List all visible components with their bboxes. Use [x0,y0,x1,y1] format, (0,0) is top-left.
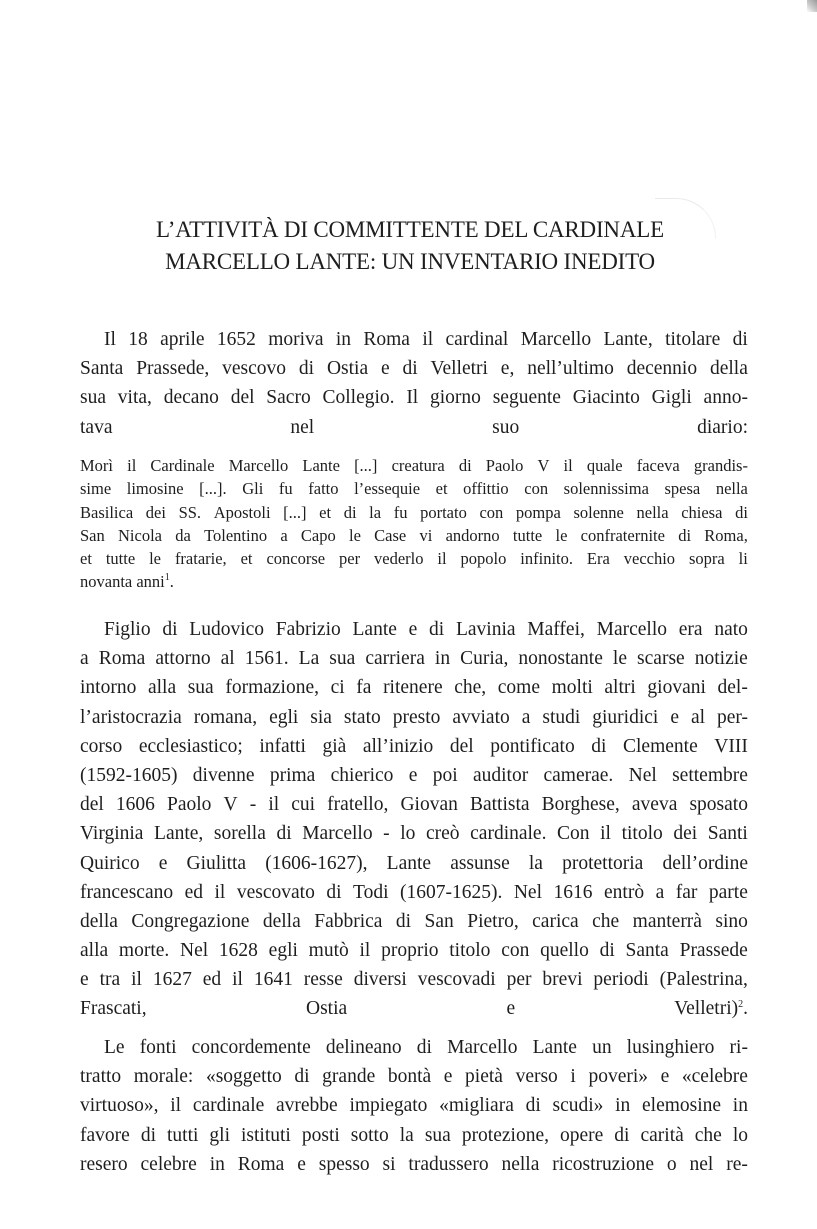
paragraph2-line: intorno alla sua formazione, ci fa ritenere che, come molti altri giovani del- [80,677,748,699]
paragraph2-line: (1592-1605) divenne prima chierico e poi auditor camerae. Nel settembre [80,764,748,786]
paragraph2-line: l’aristocrazia romana, egli sia stato presto avviato a studi giuridici e al per- [80,706,748,728]
paragraph1-line: sua vita, decano del Sacro Collegio. Il giorno seguente Giacinto Gigli anno- [80,387,748,409]
page-corner-mark [807,0,817,12]
title-line-1: L’ATTIVITÀ DI COMMITTENTE DEL CARDINALE [156,217,664,242]
paragraph3-line: tratto morale: «soggetto di grande bontà e pietà verso i poveri» e «celebre [80,1066,748,1088]
paragraph-1 [80,325,748,442]
paragraph-2 [80,615,748,1024]
paragraph2-line: francescano ed il vescovato di Todi (1607-1625). Nel 1616 entrò a far parte [80,881,748,903]
paragraph2-line: alla morte. Nel 1628 egli mutò il proprio titolo con quello di Santa Prassede [80,940,748,962]
paragraph-3 [80,1033,748,1179]
paragraph2-line: Frascati, Ostia e Velletri)$^2$. [80,998,748,1020]
quote-line: novanta anni$^1$. [80,572,174,592]
paragraph2-line: Figlio di Ludovico Fabrizio Lante e di Lavinia Maffei, Marcello era nato [104,619,748,640]
paragraph1-line: Il 18 aprile 1652 moriva in Roma il cardinal Marcello Lante, titolare di [104,329,748,350]
title-line-2: MARCELLO LANTE: UN INVENTARIO INEDITO [165,249,655,274]
paragraph3-line: resero celebre in Roma e spesso si tradussero nella ricostruzione o nel re- [80,1153,748,1175]
quote-line: sime limosine [...]. Gli fu fatto l’essequie et offittio con solennissima spesa nella [80,479,748,499]
paragraph2-line: Virginia Lante, sorella di Marcello - lo creò cardinale. Con il titolo dei Santi [80,823,748,845]
quote-line: et tutte le fratarie, et concorse per vederlo il popolo infinito. Era vecchio sopra li [80,549,748,569]
chapter-title [60,214,760,278]
block-quote [80,454,748,594]
paragraph3-line: virtuoso», il cardinale avrebbe impiegato «migliara di scudi» in elemosine in [80,1095,748,1117]
paragraph3-line: favore di tutti gli istituti posti sotto la sua protezione, opere di carità che lo [80,1124,748,1146]
quote-line: San Nicola da Tolentino a Capo le Case vi andorno tutte le confraternite di Roma, [80,525,748,545]
paragraph2-line: e tra il 1627 ed il 1641 resse diversi vescovadi per brevi periodi (Palestrina, [80,969,748,991]
footnote-marker: 1 [164,572,170,584]
paragraph1-line: tava nel suo diario: [80,416,748,438]
paragraph2-line: corso ecclesiastico; infatti già all’inizio del pontificato di Clemente VIII [80,735,748,757]
paragraph2-line: del 1606 Paolo V - il cui fratello, Giovan Battista Borghese, aveva sposato [80,794,748,816]
paragraph1-line: Santa Prassede, vescovo di Ostia e di Velletri e, nell’ultimo decennio della [80,358,748,380]
quote-line: Morì il Cardinale Marcello Lante [...] creatura di Paolo V il quale faceva grandis- [80,456,748,475]
paragraph2-line: a Roma attorno al 1561. La sua carriera in Curia, nonostante le scarse notizie [80,648,748,670]
footnote-marker: 2 [738,999,744,1011]
paragraph2-line: della Congregazione della Fabbrica di San Pietro, carica che manterrà sino [80,910,748,932]
quote-line: Basilica dei SS. Apostoli [...] et di la fu portato con pompa solenne nella chiesa di [80,502,748,522]
paragraph3-line: Le fonti concordemente delineano di Marcello Lante un lusinghiero ri- [104,1037,748,1058]
paragraph2-line: Quirico e Giulitta (1606-1627), Lante assunse la protettoria dell’ordine [80,852,748,874]
